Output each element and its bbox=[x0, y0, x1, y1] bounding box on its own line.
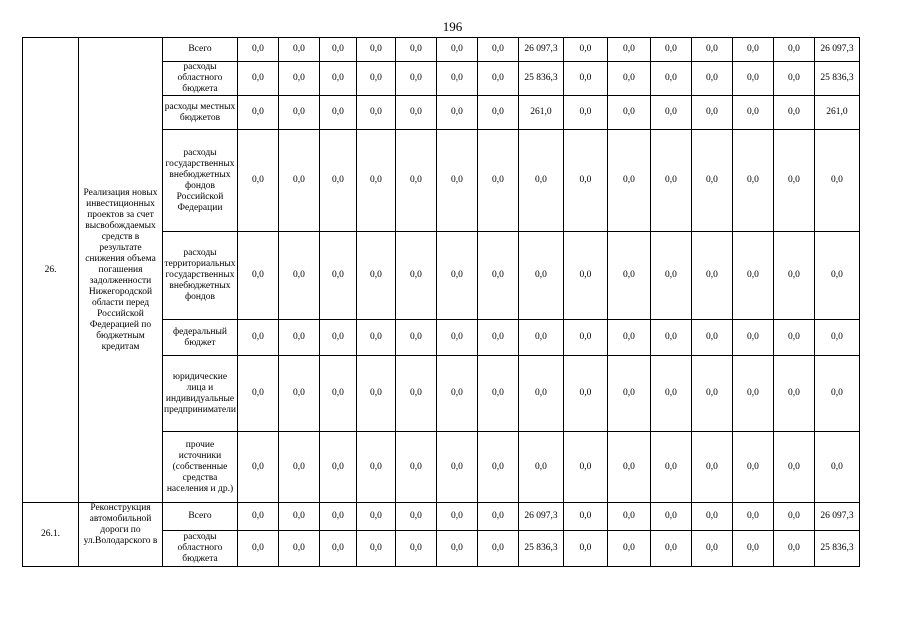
value-cell: 25 836,3 bbox=[814, 62, 859, 96]
value-cell: 0,0 bbox=[518, 356, 563, 432]
value-cell: 0,0 bbox=[477, 432, 518, 503]
value-cell: 0,0 bbox=[563, 432, 607, 503]
value-cell: 0,0 bbox=[732, 232, 773, 320]
value-cell: 0,0 bbox=[607, 356, 650, 432]
funding-source: расходы территориальных государственных внебюджетных фондов bbox=[163, 232, 238, 320]
value-cell: 0,0 bbox=[691, 432, 732, 503]
value-cell: 0,0 bbox=[237, 232, 278, 320]
value-cell: 0,0 bbox=[691, 356, 732, 432]
value-cell: 0,0 bbox=[278, 232, 319, 320]
value-cell: 0,0 bbox=[237, 531, 278, 567]
value-cell: 0,0 bbox=[607, 531, 650, 567]
value-cell: 0,0 bbox=[356, 356, 395, 432]
value-cell: 0,0 bbox=[607, 503, 650, 531]
value-cell: 0,0 bbox=[477, 38, 518, 62]
value-cell: 0,0 bbox=[436, 432, 477, 503]
value-cell: 0,0 bbox=[436, 38, 477, 62]
funding-source: Всего bbox=[163, 38, 238, 62]
funding-source: расходы областного бюджета bbox=[163, 62, 238, 96]
value-cell: 0,0 bbox=[773, 232, 814, 320]
value-cell: 0,0 bbox=[732, 130, 773, 232]
value-cell: 0,0 bbox=[278, 320, 319, 356]
value-cell: 0,0 bbox=[237, 38, 278, 62]
value-cell: 0,0 bbox=[237, 96, 278, 130]
value-cell: 0,0 bbox=[732, 96, 773, 130]
value-cell: 0,0 bbox=[395, 38, 436, 62]
value-cell: 0,0 bbox=[650, 96, 691, 130]
value-cell: 0,0 bbox=[356, 531, 395, 567]
value-cell: 0,0 bbox=[607, 96, 650, 130]
value-cell: 0,0 bbox=[607, 232, 650, 320]
value-cell: 0,0 bbox=[732, 531, 773, 567]
value-cell: 0,0 bbox=[436, 531, 477, 567]
value-cell: 0,0 bbox=[237, 356, 278, 432]
value-cell: 0,0 bbox=[278, 38, 319, 62]
value-cell: 0,0 bbox=[436, 62, 477, 96]
measure-name: Реализация новых инвестиционных проектов за счет высвобождаемых средств в результате снижения объема погашения задолженности Нижегородской области перед Российской Федерацией по бюджетным кредитам bbox=[79, 38, 163, 503]
value-cell: 0,0 bbox=[691, 96, 732, 130]
value-cell: 0,0 bbox=[395, 531, 436, 567]
value-cell: 0,0 bbox=[395, 503, 436, 531]
row-number: 26.1. bbox=[23, 503, 79, 567]
value-cell: 0,0 bbox=[477, 320, 518, 356]
value-cell: 0,0 bbox=[650, 62, 691, 96]
value-cell: 0,0 bbox=[278, 356, 319, 432]
value-cell: 0,0 bbox=[319, 531, 356, 567]
funding-source: федеральный бюджет bbox=[163, 320, 238, 356]
value-cell: 261,0 bbox=[814, 96, 859, 130]
value-cell: 0,0 bbox=[395, 432, 436, 503]
value-cell: 0,0 bbox=[691, 503, 732, 531]
value-cell: 0,0 bbox=[319, 232, 356, 320]
value-cell: 0,0 bbox=[395, 62, 436, 96]
value-cell: 0,0 bbox=[395, 356, 436, 432]
value-cell: 0,0 bbox=[691, 531, 732, 567]
funding-source: Всего bbox=[163, 503, 238, 531]
value-cell: 0,0 bbox=[278, 62, 319, 96]
value-cell: 0,0 bbox=[732, 356, 773, 432]
value-cell: 0,0 bbox=[563, 96, 607, 130]
value-cell: 0,0 bbox=[814, 320, 859, 356]
page-number: 196 bbox=[442, 19, 463, 34]
value-cell: 0,0 bbox=[477, 96, 518, 130]
value-cell: 0,0 bbox=[477, 130, 518, 232]
value-cell: 0,0 bbox=[319, 38, 356, 62]
value-cell: 0,0 bbox=[607, 432, 650, 503]
value-cell: 0,0 bbox=[356, 432, 395, 503]
value-cell: 0,0 bbox=[773, 96, 814, 130]
value-cell: 0,0 bbox=[319, 96, 356, 130]
value-cell: 0,0 bbox=[650, 503, 691, 531]
value-cell: 0,0 bbox=[477, 531, 518, 567]
value-cell: 0,0 bbox=[607, 320, 650, 356]
value-cell: 0,0 bbox=[237, 320, 278, 356]
value-cell: 0,0 bbox=[477, 232, 518, 320]
value-cell: 0,0 bbox=[518, 320, 563, 356]
value-cell: 0,0 bbox=[278, 531, 319, 567]
value-cell: 0,0 bbox=[607, 62, 650, 96]
value-cell: 0,0 bbox=[773, 38, 814, 62]
value-cell: 0,0 bbox=[650, 130, 691, 232]
value-cell: 0,0 bbox=[650, 432, 691, 503]
value-cell: 0,0 bbox=[650, 38, 691, 62]
value-cell: 0,0 bbox=[732, 320, 773, 356]
value-cell: 0,0 bbox=[356, 130, 395, 232]
value-cell: 0,0 bbox=[356, 320, 395, 356]
value-cell: 0,0 bbox=[563, 531, 607, 567]
value-cell: 0,0 bbox=[395, 96, 436, 130]
value-cell: 0,0 bbox=[814, 356, 859, 432]
value-cell: 0,0 bbox=[278, 432, 319, 503]
value-cell: 0,0 bbox=[691, 232, 732, 320]
value-cell: 0,0 bbox=[691, 320, 732, 356]
value-cell: 0,0 bbox=[237, 62, 278, 96]
value-cell: 0,0 bbox=[773, 432, 814, 503]
value-cell: 0,0 bbox=[356, 62, 395, 96]
value-cell: 0,0 bbox=[814, 130, 859, 232]
value-cell: 0,0 bbox=[477, 356, 518, 432]
funding-source: расходы местных бюджетов bbox=[163, 96, 238, 130]
value-cell: 0,0 bbox=[732, 432, 773, 503]
value-cell: 0,0 bbox=[518, 130, 563, 232]
value-cell: 0,0 bbox=[814, 432, 859, 503]
value-cell: 0,0 bbox=[237, 130, 278, 232]
value-cell: 0,0 bbox=[773, 503, 814, 531]
value-cell: 0,0 bbox=[477, 503, 518, 531]
value-cell: 0,0 bbox=[356, 96, 395, 130]
value-cell: 0,0 bbox=[773, 320, 814, 356]
value-cell: 0,0 bbox=[563, 232, 607, 320]
value-cell: 0,0 bbox=[278, 96, 319, 130]
value-cell: 0,0 bbox=[319, 320, 356, 356]
value-cell: 0,0 bbox=[436, 96, 477, 130]
value-cell: 26 097,3 bbox=[518, 38, 563, 62]
value-cell: 0,0 bbox=[518, 432, 563, 503]
section-26-1 bbox=[23, 503, 860, 567]
value-cell: 0,0 bbox=[319, 130, 356, 232]
value-cell: 0,0 bbox=[732, 62, 773, 96]
value-cell: 0,0 bbox=[237, 503, 278, 531]
row-number: 26. bbox=[23, 38, 79, 503]
value-cell: 0,0 bbox=[319, 432, 356, 503]
value-cell: 0,0 bbox=[773, 356, 814, 432]
value-cell: 0,0 bbox=[773, 62, 814, 96]
value-cell: 26 097,3 bbox=[814, 38, 859, 62]
value-cell: 26 097,3 bbox=[814, 503, 859, 531]
value-cell: 0,0 bbox=[650, 232, 691, 320]
value-cell: 0,0 bbox=[477, 62, 518, 96]
value-cell: 0,0 bbox=[356, 38, 395, 62]
value-cell: 0,0 bbox=[436, 130, 477, 232]
value-cell: 0,0 bbox=[563, 356, 607, 432]
value-cell: 0,0 bbox=[563, 130, 607, 232]
value-cell: 0,0 bbox=[356, 503, 395, 531]
value-cell: 25 836,3 bbox=[814, 531, 859, 567]
value-cell: 0,0 bbox=[395, 130, 436, 232]
value-cell: 0,0 bbox=[563, 38, 607, 62]
funding-source: прочие источники (собственные средства населения и др.) bbox=[163, 432, 238, 503]
value-cell: 0,0 bbox=[691, 130, 732, 232]
value-cell: 0,0 bbox=[278, 130, 319, 232]
value-cell: 0,0 bbox=[436, 320, 477, 356]
value-cell: 0,0 bbox=[436, 232, 477, 320]
value-cell: 25 836,3 bbox=[518, 62, 563, 96]
value-cell: 0,0 bbox=[319, 62, 356, 96]
value-cell: 0,0 bbox=[395, 232, 436, 320]
value-cell: 0,0 bbox=[356, 232, 395, 320]
value-cell: 0,0 bbox=[563, 503, 607, 531]
value-cell: 0,0 bbox=[237, 432, 278, 503]
value-cell: 26 097,3 bbox=[518, 503, 563, 531]
value-cell: 0,0 bbox=[563, 62, 607, 96]
value-cell: 0,0 bbox=[650, 356, 691, 432]
value-cell: 0,0 bbox=[319, 503, 356, 531]
value-cell: 0,0 bbox=[607, 38, 650, 62]
section-26 bbox=[23, 38, 860, 503]
value-cell: 25 836,3 bbox=[518, 531, 563, 567]
value-cell: 0,0 bbox=[278, 503, 319, 531]
value-cell: 0,0 bbox=[650, 320, 691, 356]
funding-source: юридические лица и индивидуальные предприниматели bbox=[163, 356, 238, 432]
value-cell: 0,0 bbox=[773, 130, 814, 232]
funding-source: расходы государственных внебюджетных фондов Российской Федерации bbox=[163, 130, 238, 232]
value-cell: 0,0 bbox=[732, 503, 773, 531]
value-cell: 0,0 bbox=[814, 232, 859, 320]
budget-table bbox=[22, 37, 860, 567]
value-cell: 0,0 bbox=[691, 38, 732, 62]
value-cell: 0,0 bbox=[607, 130, 650, 232]
measure-name: Реконструкция автомобильной дороги по ул.Володарского в bbox=[79, 503, 163, 567]
table-row bbox=[23, 38, 860, 62]
value-cell: 0,0 bbox=[691, 62, 732, 96]
table-row bbox=[23, 503, 860, 531]
value-cell: 0,0 bbox=[563, 320, 607, 356]
value-cell: 0,0 bbox=[650, 531, 691, 567]
value-cell: 0,0 bbox=[436, 503, 477, 531]
funding-source: расходы областного бюджета bbox=[163, 531, 238, 567]
value-cell: 0,0 bbox=[518, 232, 563, 320]
value-cell: 0,0 bbox=[436, 356, 477, 432]
value-cell: 0,0 bbox=[732, 38, 773, 62]
value-cell: 0,0 bbox=[319, 356, 356, 432]
value-cell: 261,0 bbox=[518, 96, 563, 130]
value-cell: 0,0 bbox=[395, 320, 436, 356]
value-cell: 0,0 bbox=[773, 531, 814, 567]
